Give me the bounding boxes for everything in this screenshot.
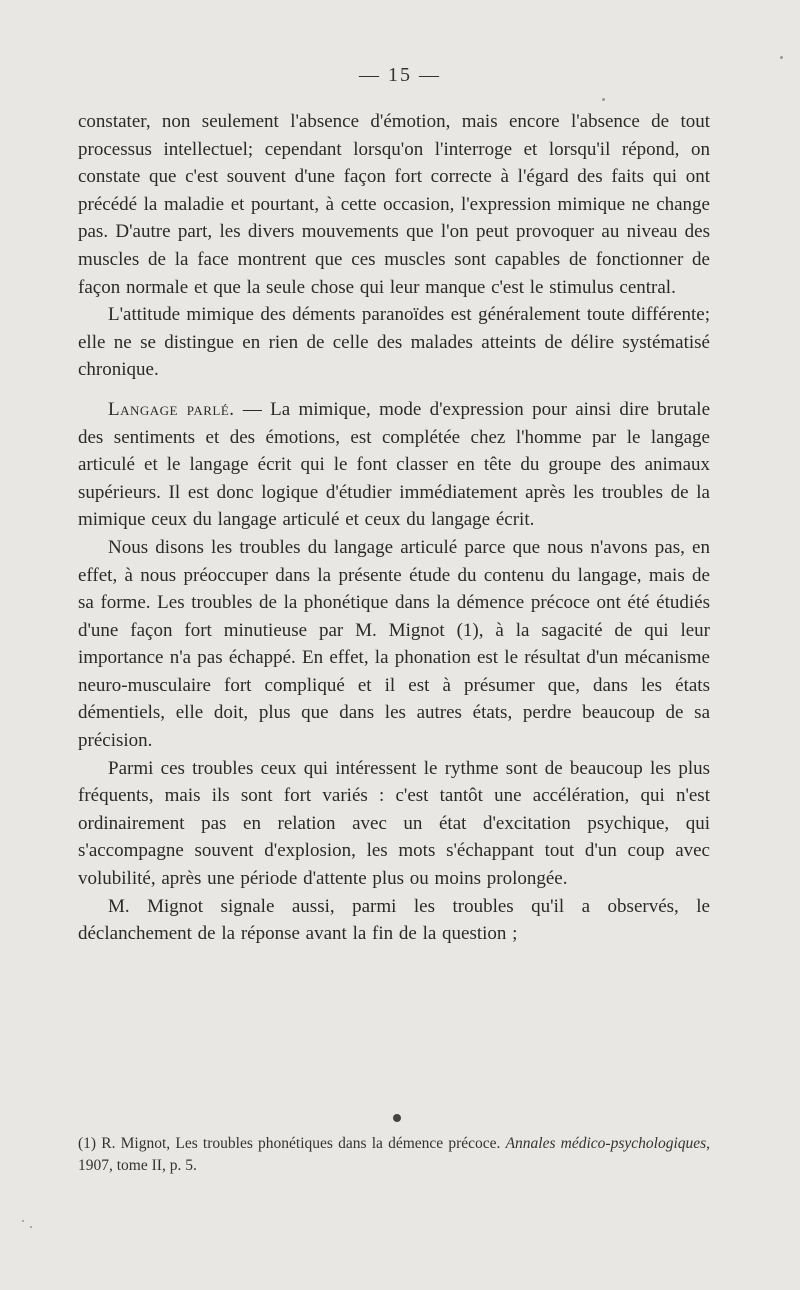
footnote-details: , 1907, tome II, p. 5. (78, 1135, 711, 1174)
paper-speck (22, 1220, 24, 1222)
section-paragraph (78, 396, 710, 534)
footnote (78, 1133, 710, 1177)
paragraph-1: constater, non seulement l'absence d'émotion, mais encore l'absence de tout processus intellectuel; cependant lorsqu'on l'interroge et lorsqu'il répond, on constate que c'est souvent d'une façon fort correcte à l'égard des faits qui ont précédé la maladie et pourtant, à cette occasion, l'expression mimique ne change pas. D'autre part, les divers mouvements que l'on peut provoquer au niveau des muscles de la face montrent que ces muscles sont capables de fonctionner de façon normale et que la seule chose qui leur manque c'est le stimulus central. (78, 111, 710, 298)
footnote-author: R. Mignot, (101, 1135, 171, 1152)
paper-speck (30, 1226, 32, 1228)
footnote-title: Les troubles phonétiques dans la démence précoce. (175, 1135, 501, 1152)
paper-speck (780, 56, 783, 59)
footnote-separator-dot (393, 1114, 401, 1122)
paragraph-2: L'attitude mimique des déments paranoïdes est généralement toute différente; elle ne se distingue en rien de celle des malades atteints de délire systématisé chronique. (78, 304, 710, 381)
section-heading: Langage parlé. (108, 398, 235, 420)
paragraph-5: Parmi ces troubles ceux qui intéressent le rythme sont de beaucoup les plus fréquents, mais ils sont fort variés : c'est tantôt une accélération, qui n'est ordinairement pas en relation avec un état d'excitation psychique, qui s'accompagne souvent d'explosion, les mots s'échappant tout d'un coup avec volubilité, après une période d'attente plus ou moins prolongée. (78, 757, 710, 890)
section-lead-text: — La mimique, mode d'expression pour ainsi dire brutale des sentiments et des émotions, est complétée chez l'homme par le langage articulé et le langage écrit qui le font classer en tête du groupe des animaux supérieurs. Il est donc logique d'étudier immédiatement après les troubles de la mimique ceux du langage articulé et ceux du langage écrit. (78, 398, 711, 531)
footnote-marker: (1) (78, 1135, 97, 1152)
paragraph-6: M. Mignot signale aussi, parmi les troubles qu'il a observés, le déclanchement de la réponse avant la fin de la question ; (78, 895, 710, 945)
paragraph-4: Nous disons les troubles du langage articulé parce que nous n'avons pas, en effet, à nous préoccuper dans la présente étude du contenu du langage, mais de sa forme. Les troubles de la phonétique dans la démence précoce ont été étudiés d'une façon fort minutieuse par M. Mignot (1), à la sagacité de qui leur importance n'a pas échappé. En effet, la phonation est le résultat d'un mécanisme neuro-musculaire fort compliqué et il est à présumer que, dans les états démentiels, elle doit, plus que dans les autres états, perdre beaucoup de sa précision. (78, 536, 710, 752)
body-text (78, 108, 710, 948)
paper-speck (602, 98, 605, 101)
footnote-journal: Annales médico-psychologiques (505, 1135, 707, 1152)
page-number: — 15 — (359, 64, 441, 86)
